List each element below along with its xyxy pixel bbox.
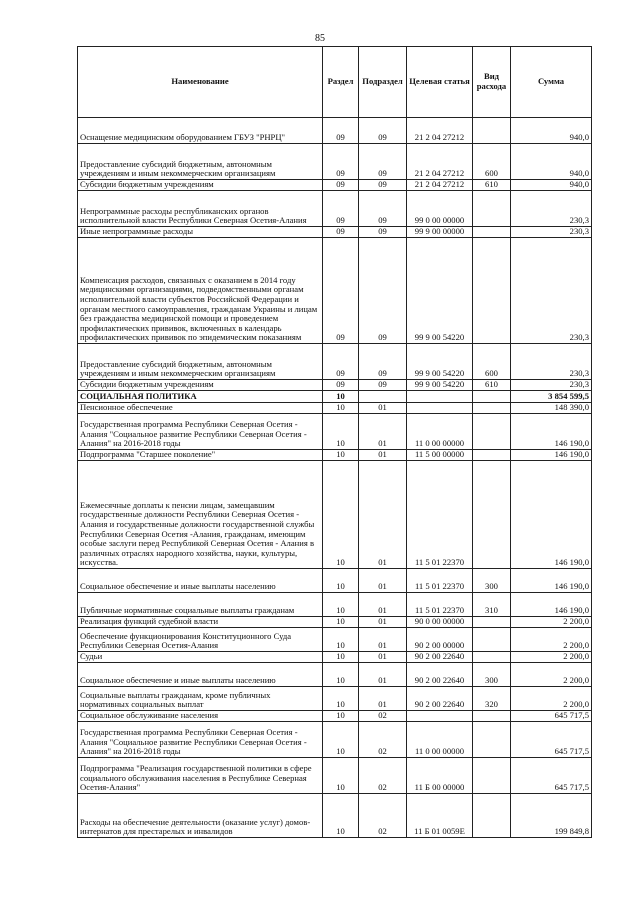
cell-target: 99 9 00 54220 — [407, 238, 473, 344]
cell-subsection: 09 — [359, 180, 407, 191]
cell-section: 10 — [323, 593, 359, 617]
cell-subsection: 01 — [359, 687, 407, 711]
cell-sum: 645 717,5 — [511, 722, 592, 758]
cell-section: 10 — [323, 391, 359, 403]
cell-kind — [473, 391, 511, 403]
header-sum: Сумма — [511, 47, 592, 118]
cell-subsection: 01 — [359, 461, 407, 569]
cell-section: 10 — [323, 663, 359, 687]
cell-sum: 940,0 — [511, 180, 592, 191]
header-subsection: Подраздел — [359, 47, 407, 118]
cell-kind — [473, 414, 511, 450]
cell-kind: 300 — [473, 569, 511, 593]
cell-subsection: 09 — [359, 118, 407, 144]
cell-target: 90 2 00 22640 — [407, 652, 473, 663]
table-row — [78, 663, 592, 687]
cell-section: 09 — [323, 118, 359, 144]
cell-name: Обеспечение функционирования Конституционного Суда Республики Северная Осетия-Алания — [78, 628, 323, 652]
cell-section: 10 — [323, 687, 359, 711]
table-row — [78, 652, 592, 663]
budget-table — [77, 46, 592, 838]
cell-name: Государственная программа Республики Северная Осетия - Алания "Социальное развитие Республики Северная Осетия - Алания" на 2016-2018 годы — [78, 414, 323, 450]
cell-target: 99 9 00 54220 — [407, 380, 473, 391]
cell-subsection: 01 — [359, 628, 407, 652]
table-row — [78, 227, 592, 238]
cell-sum: 230,3 — [511, 227, 592, 238]
cell-target: 99 9 00 00000 — [407, 227, 473, 238]
table-row — [78, 758, 592, 794]
cell-name: Компенсация расходов, связанных с оказанием в 2014 году медицинскими организациями, подведомственными органам исполнительной власти субъектов Российской Федерации и органам местного самоуправления, гражданам Украины и лицам без гражданства медицинской помощи и проведением профилактических прививок, включенных в календарь профилактических прививок по эпидемическим показаниям — [78, 238, 323, 344]
table-row — [78, 380, 592, 391]
cell-section: 10 — [323, 794, 359, 838]
cell-subsection: 02 — [359, 794, 407, 838]
cell-subsection — [359, 391, 407, 403]
cell-section: 09 — [323, 380, 359, 391]
table-row — [78, 711, 592, 722]
table-row — [78, 414, 592, 450]
cell-sum: 146 190,0 — [511, 569, 592, 593]
cell-target: 11 0 00 00000 — [407, 414, 473, 450]
cell-sum: 148 390,0 — [511, 403, 592, 414]
cell-section: 10 — [323, 414, 359, 450]
cell-section: 10 — [323, 450, 359, 461]
cell-section: 10 — [323, 758, 359, 794]
cell-kind: 310 — [473, 593, 511, 617]
cell-sum: 2 200,0 — [511, 687, 592, 711]
cell-target: 99 9 00 54220 — [407, 344, 473, 380]
cell-name: Подпрограмма "Реализация государственной политики в сфере социального обслуживания населения в Республике Северная Осетия-Алания" — [78, 758, 323, 794]
table-row — [78, 593, 592, 617]
cell-target: 11 5 01 22370 — [407, 569, 473, 593]
cell-target: 11 0 00 00000 — [407, 722, 473, 758]
cell-sum: 940,0 — [511, 144, 592, 180]
table-row — [78, 403, 592, 414]
cell-subsection: 01 — [359, 450, 407, 461]
cell-sum: 2 200,0 — [511, 617, 592, 628]
cell-sum: 146 190,0 — [511, 414, 592, 450]
cell-target: 11 5 00 00000 — [407, 450, 473, 461]
cell-kind — [473, 403, 511, 414]
cell-target — [407, 403, 473, 414]
cell-name: Государственная программа Республики Северная Осетия - Алания "Социальное развитие Республики Северная Осетия - Алания" на 2016-2018 годы — [78, 722, 323, 758]
cell-target: 11 5 01 22370 — [407, 593, 473, 617]
table-row — [78, 794, 592, 838]
table-row — [78, 461, 592, 569]
cell-kind — [473, 617, 511, 628]
cell-kind — [473, 628, 511, 652]
cell-target: 90 0 00 00000 — [407, 617, 473, 628]
table-row — [78, 569, 592, 593]
cell-kind — [473, 711, 511, 722]
cell-sum: 645 717,5 — [511, 758, 592, 794]
table-row — [78, 450, 592, 461]
cell-subsection: 01 — [359, 414, 407, 450]
table-row — [78, 344, 592, 380]
header-name: Наименование — [78, 47, 323, 118]
cell-subsection: 01 — [359, 652, 407, 663]
cell-sum: 230,3 — [511, 238, 592, 344]
table-row — [78, 191, 592, 227]
cell-sum: 230,3 — [511, 344, 592, 380]
cell-name: Непрограммные расходы республиканских органов исполнительной власти Республики Северная Осетия-Алания — [78, 191, 323, 227]
cell-kind — [473, 758, 511, 794]
cell-section: 09 — [323, 344, 359, 380]
cell-sum: 2 200,0 — [511, 652, 592, 663]
cell-name: Социальные выплаты гражданам, кроме публичных нормативных социальных выплат — [78, 687, 323, 711]
header-section: Раздел — [323, 47, 359, 118]
cell-name: Судьи — [78, 652, 323, 663]
cell-subsection: 02 — [359, 722, 407, 758]
cell-target: 11 Б 01 0059Е — [407, 794, 473, 838]
cell-section: 10 — [323, 569, 359, 593]
cell-subsection: 09 — [359, 344, 407, 380]
cell-target: 21 2 04 27212 — [407, 180, 473, 191]
cell-section: 10 — [323, 461, 359, 569]
cell-kind: 300 — [473, 663, 511, 687]
header-target: Целевая статья — [407, 47, 473, 118]
cell-kind — [473, 794, 511, 838]
cell-subsection: 09 — [359, 144, 407, 180]
cell-target: 11 5 01 22370 — [407, 461, 473, 569]
cell-target: 90 2 00 22640 — [407, 663, 473, 687]
table-row — [78, 391, 592, 403]
cell-subsection: 09 — [359, 380, 407, 391]
cell-sum: 146 190,0 — [511, 461, 592, 569]
cell-name: Оснащение медицинским оборудованием ГБУЗ "РНРЦ" — [78, 118, 323, 144]
cell-kind — [473, 722, 511, 758]
cell-kind: 600 — [473, 344, 511, 380]
cell-section: 09 — [323, 191, 359, 227]
table-row — [78, 628, 592, 652]
cell-kind — [473, 227, 511, 238]
cell-section: 09 — [323, 227, 359, 238]
table-row — [78, 722, 592, 758]
cell-sum: 2 200,0 — [511, 663, 592, 687]
cell-subsection: 01 — [359, 617, 407, 628]
cell-name: Ежемесячные доплаты к пенсии лицам, замещавшим государственные должности Республики Северная Осетия - Алания и государственные должности государственной службы Республики Северная Осетия -Алания, гражданам, имеющим особые заслуги перед Республикой Северная Осетия - Алания в различных отраслях народного хозяйства, науки, культуры, искусства. — [78, 461, 323, 569]
header-kind: Вид расхода — [473, 47, 511, 118]
table-header-row — [78, 47, 592, 118]
cell-sum: 230,3 — [511, 380, 592, 391]
cell-section: 10 — [323, 628, 359, 652]
cell-name: Субсидии бюджетным учреждениям — [78, 180, 323, 191]
cell-sum: 645 717,5 — [511, 711, 592, 722]
cell-target: 21 2 04 27212 — [407, 144, 473, 180]
table-row — [78, 180, 592, 191]
cell-name: Субсидии бюджетным учреждениям — [78, 380, 323, 391]
table-row — [78, 617, 592, 628]
cell-name: Социальное обеспечение и иные выплаты населению — [78, 569, 323, 593]
cell-section: 10 — [323, 403, 359, 414]
cell-sum: 146 190,0 — [511, 450, 592, 461]
page-number: 85 — [315, 33, 325, 44]
cell-kind — [473, 450, 511, 461]
cell-sum: 3 854 599,5 — [511, 391, 592, 403]
table-row — [78, 144, 592, 180]
cell-name: Социальное обслуживание населения — [78, 711, 323, 722]
cell-target: 99 0 00 00000 — [407, 191, 473, 227]
cell-sum: 199 849,8 — [511, 794, 592, 838]
cell-section: 09 — [323, 180, 359, 191]
cell-kind: 600 — [473, 144, 511, 180]
cell-section: 10 — [323, 617, 359, 628]
cell-sum: 940,0 — [511, 118, 592, 144]
cell-name: Реализация функций судебной власти — [78, 617, 323, 628]
cell-name: Расходы на обеспечение деятельности (оказание услуг) домов-интернатов для престарелых и инвалидов — [78, 794, 323, 838]
cell-name: СОЦИАЛЬНАЯ ПОЛИТИКА — [78, 391, 323, 403]
cell-subsection: 01 — [359, 569, 407, 593]
cell-kind — [473, 191, 511, 227]
cell-target: 90 2 00 22640 — [407, 687, 473, 711]
cell-name: Подпрограмма "Старшее поколение" — [78, 450, 323, 461]
cell-subsection: 01 — [359, 593, 407, 617]
cell-name: Пенсионное обеспечение — [78, 403, 323, 414]
cell-kind — [473, 652, 511, 663]
cell-section: 10 — [323, 722, 359, 758]
table-row — [78, 238, 592, 344]
cell-section: 09 — [323, 144, 359, 180]
cell-name: Публичные нормативные социальные выплаты гражданам — [78, 593, 323, 617]
cell-subsection: 01 — [359, 403, 407, 414]
cell-subsection: 01 — [359, 663, 407, 687]
table-row — [78, 118, 592, 144]
table-body — [78, 118, 592, 838]
cell-sum: 230,3 — [511, 191, 592, 227]
cell-kind: 610 — [473, 180, 511, 191]
cell-target: 11 Б 00 00000 — [407, 758, 473, 794]
cell-subsection: 09 — [359, 238, 407, 344]
cell-kind — [473, 461, 511, 569]
cell-subsection: 02 — [359, 711, 407, 722]
cell-sum: 146 190,0 — [511, 593, 592, 617]
cell-section: 10 — [323, 711, 359, 722]
cell-kind — [473, 118, 511, 144]
cell-kind — [473, 238, 511, 344]
cell-name: Социальное обеспечение и иные выплаты населению — [78, 663, 323, 687]
cell-section: 09 — [323, 238, 359, 344]
table-row — [78, 687, 592, 711]
cell-kind: 320 — [473, 687, 511, 711]
cell-subsection: 09 — [359, 227, 407, 238]
cell-subsection: 02 — [359, 758, 407, 794]
cell-name: Предоставление субсидий бюджетным, автономным учреждениям и иным некоммерческим организациям — [78, 344, 323, 380]
cell-name: Иные непрограммные расходы — [78, 227, 323, 238]
cell-section: 10 — [323, 652, 359, 663]
cell-target — [407, 391, 473, 403]
cell-sum: 2 200,0 — [511, 628, 592, 652]
cell-target — [407, 711, 473, 722]
cell-name: Предоставление субсидий бюджетным, автономным учреждениям и иным некоммерческим организациям — [78, 144, 323, 180]
cell-target: 21 2 04 27212 — [407, 118, 473, 144]
cell-subsection: 09 — [359, 191, 407, 227]
cell-target: 90 2 00 00000 — [407, 628, 473, 652]
cell-kind: 610 — [473, 380, 511, 391]
